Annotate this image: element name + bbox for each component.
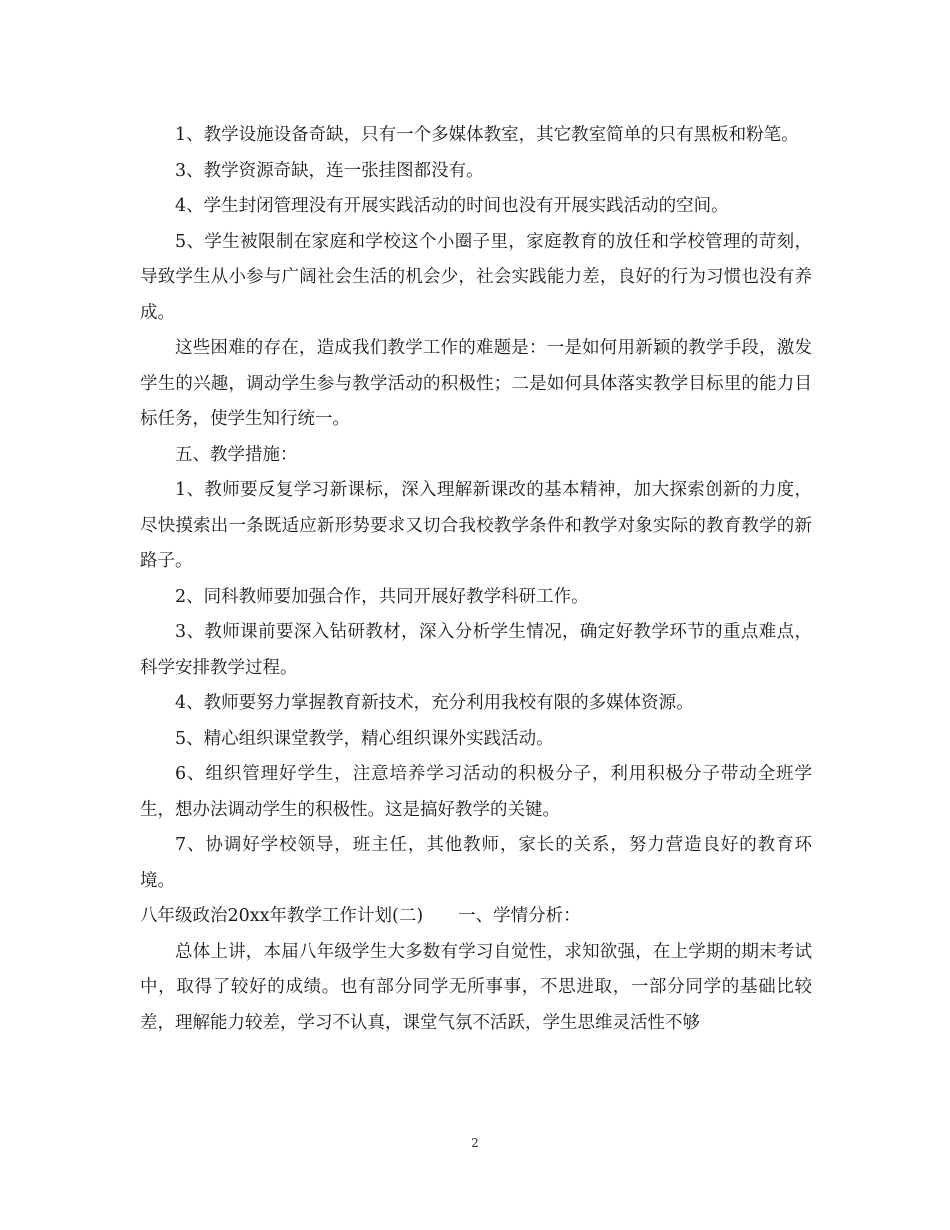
paragraph-difficulties: 这些困难的存在，造成我们教学工作的难题是：一是如何用新颖的教学手段，激发学生的兴趣，调动学生参与教学活动的积极性；二是如何具体落实教学目标里的能力目标任务，使学生知行统一。 [140,338,812,429]
paragraph-measure-4: 4、教师要努力掌握教育新技术，充分利用我校有限的多媒体资源。 [175,693,694,713]
paragraph-measure-2: 2、同科教师要加强合作，共同开展好教学科研工作。 [175,586,589,607]
paragraph-measure-7: 7、协调好学校领导，班主任，其他教师，家长的关系，努力营造良好的教育环境。 [140,835,812,891]
plan-title-line: 八年级政治20xx年教学工作计划(二) 一、学情分析： [140,906,581,926]
paragraph-resources: 3、教学资源奇缺，连一张挂图都没有。 [175,160,484,181]
section-heading-measures: 五、教学措施： [175,444,298,465]
paragraph-measure-5: 5、精心组织课堂教学，精心组织课外实践活动。 [175,728,554,749]
paragraph-family-school: 5、学生被限制在家庭和学校这个小圈子里，家庭教育的放任和学校管理的苛刻，导致学生从小参与广阔社会生活的机会少，社会实践能力差，良好的行为习惯也没有养成。 [140,231,812,323]
paragraph-measure-1: 1、教师要反复学习新课标，深入理解新课改的基本精神，加大探索创新的力度，尽快摸索出一条既适应新形势要求又切合我校教学条件和教学对象实际的教育教学的新路子。 [140,480,812,571]
page-number: 2 [471,1136,479,1150]
document-body [140,118,812,1041]
paragraph-measure-6: 6、组织管理好学生，注意培养学习活动的积极分子，利用积极分子带动全班学生，想办法调动学生的积极性。这是搞好教学的关键。 [140,764,812,820]
paragraph-facilities: 1、教学设施设备奇缺，只有一个多媒体教室，其它教室简单的只有黑板和粉笔。 [175,125,799,145]
paragraph-measure-3: 3、教师课前要深入钻研教材，深入分析学生情况，确定好教学环节的重点难点，科学安排教学过程。 [140,622,812,678]
paragraph-student-analysis: 总体上讲，本届八年级学生大多数有学习自觉性，求知欲强，在上学期的期末考试中，取得了较好的成绩。也有部分同学无所事事，不思进取，一部分同学的基础比较差，理解能力较差，学习不认真，课堂气氛不活跃，学生思维灵活性不够 [140,941,812,1033]
paragraph-closed-management: 4、学生封闭管理没有开展实践活动的时间也没有开展实践活动的空间。 [175,196,729,216]
